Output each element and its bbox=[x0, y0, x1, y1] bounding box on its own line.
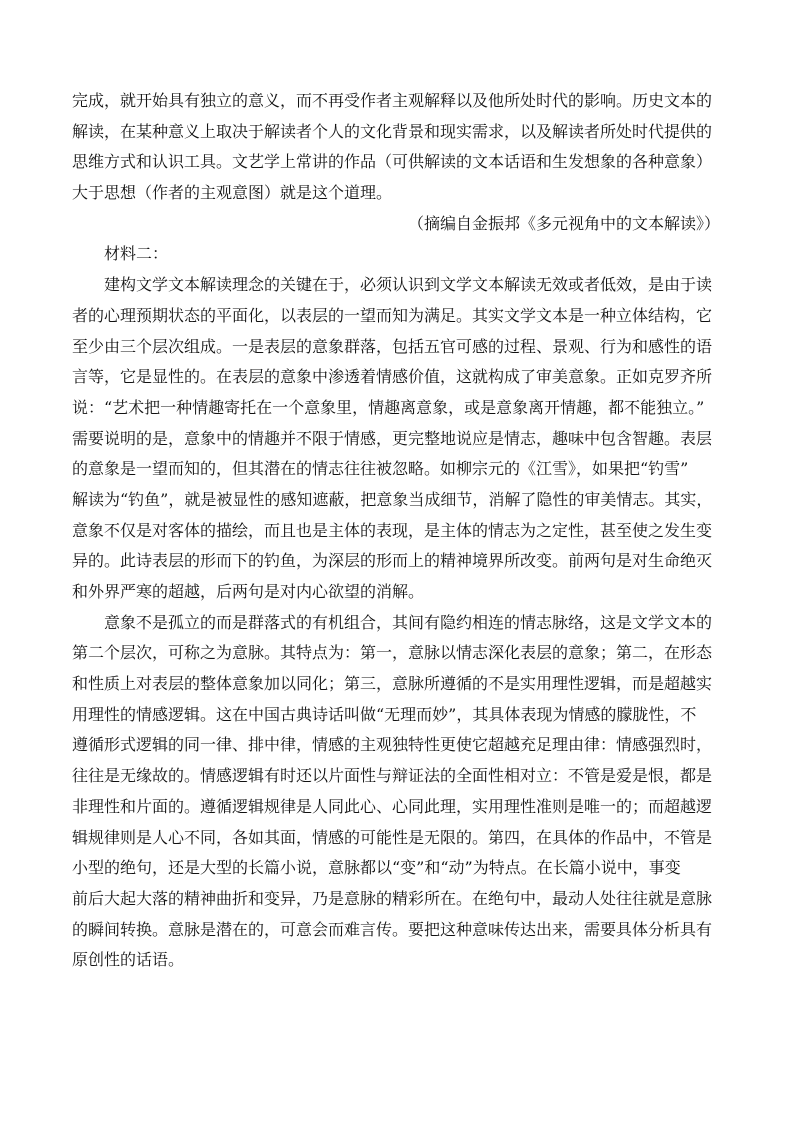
text-line: 完成，就开始具有独立的意义，而不再受作者主观解释以及他所处时代的影响。历史文本的 bbox=[72, 91, 713, 110]
text-line: 和性质上对表层的整体意象加以同化；第三，意脉所遵循的不是实用理性逻辑，而是超越实 bbox=[72, 674, 713, 694]
source-citation: （摘编自金振邦《多元视角中的文本解读》） bbox=[407, 213, 720, 233]
text-line: 和外界严寒的超越，后两句是对内心欲望的消解。 bbox=[72, 582, 425, 601]
text-line: 说：“艺术把一种情趣寄托在一个意象里，情趣离意象，或是意象离开情趣，都不能独立。” bbox=[72, 397, 705, 417]
material-two-heading: 材料二： bbox=[104, 244, 169, 264]
text-line: 往往是无缘故的。情感逻辑有时还以片面性与辩证法的全面性相对立：不管是爱是恨，都是 bbox=[72, 766, 713, 786]
paragraph-3 bbox=[72, 608, 722, 976]
text-line: 意象不仅是对客体的描绘，而且也是主体的表现，是主体的情志为之定性，甚至使之发生变 bbox=[72, 520, 713, 540]
text-line: 建构文学文本解读理念的关键在于，必须认识到文学文本解读无效或者低效，是由于读 bbox=[104, 275, 713, 295]
text-line: 遵循形式逻辑的同一律、排中律，情感的主观独特性更使它超越充足理由律：情感强烈时， bbox=[72, 735, 713, 755]
paragraph-1 bbox=[72, 86, 722, 209]
text-line: 用理性的情感逻辑。这在中国古典诗话叫做“无理而妙”，其具体表现为情感的朦胧性，不 bbox=[72, 704, 697, 724]
document-page bbox=[72, 86, 722, 976]
text-line: 的瞬间转换。意脉是潜在的，可意会而难言传。要把这种意味传达出来，需要具体分析具有 bbox=[72, 919, 713, 939]
text-line: 前后大起大落的精神曲折和变异，乃是意脉的精彩所在。在绝句中，最动人处往往就是意脉 bbox=[72, 888, 713, 908]
text-line: 原创性的话语。 bbox=[72, 950, 185, 970]
text-line: 思维方式和认识工具。文艺学上常讲的作品（可供解读的文本话语和生发想象的各种意象） bbox=[72, 152, 713, 172]
text-line: 非理性和片面的。遵循逻辑规律是人同此心、心同此理，实用理性准则是唯一的；而超越逻 bbox=[72, 796, 713, 816]
text-line: 解读为“钓鱼”，就是被显性的感知遮蔽，把意象当成细节，消解了隐性的审美情志。其实， bbox=[72, 489, 713, 509]
paragraph-2 bbox=[72, 270, 722, 608]
text-line: 大于思想（作者的主观意图）就是这个道理。 bbox=[72, 183, 393, 203]
text-line: 的意象是一望而知的，但其潜在的情志往往被忽略。如柳宗元的《江雪》，如果把“钓雪” bbox=[72, 459, 689, 479]
text-line: 需要说明的是，意象中的情趣并不限于情感，更完整地说应是情志，趣味中包含智趣。表层 bbox=[72, 428, 713, 448]
text-line: 辑规律则是人心不同，各如其面，情感的可能性是无限的。第四，在具体的作品中，不管是 bbox=[72, 827, 713, 847]
text-line: 第二个层次，可称之为意脉。其特点为：第一，意脉以情志深化表层的意象；第二，在形态 bbox=[72, 643, 713, 663]
text-line: 言等，它是显性的。在表层的意象中渗透着情感价值，这就构成了审美意象。正如克罗齐所 bbox=[72, 367, 713, 387]
text-line: 至少由三个层次组成。一是表层的意象群落，包括五官可感的过程、景观、行为和感性的语 bbox=[72, 336, 713, 356]
text-line: 小型的绝句，还是大型的长篇小说，意脉都以“变”和“动”为特点。在长篇小说中，事变 bbox=[72, 858, 681, 878]
text-line: 者的心理预期状态的平面化，以表层的一望而知为满足。其实文学文本是一种立体结构，它 bbox=[72, 305, 713, 325]
text-line: 异的。此诗表层的形而下的钓鱼，为深层的形而上的精神境界所改变。前两句是对生命绝灭 bbox=[72, 551, 713, 571]
text-line: 解读，在某种意义上取决于解读者个人的文化背景和现实需求，以及解读者所处时代提供的 bbox=[72, 121, 713, 141]
text-line: 意象不是孤立的而是群落式的有机组合，其间有隐约相连的情志脉络，这是文学文本的 bbox=[104, 612, 713, 632]
